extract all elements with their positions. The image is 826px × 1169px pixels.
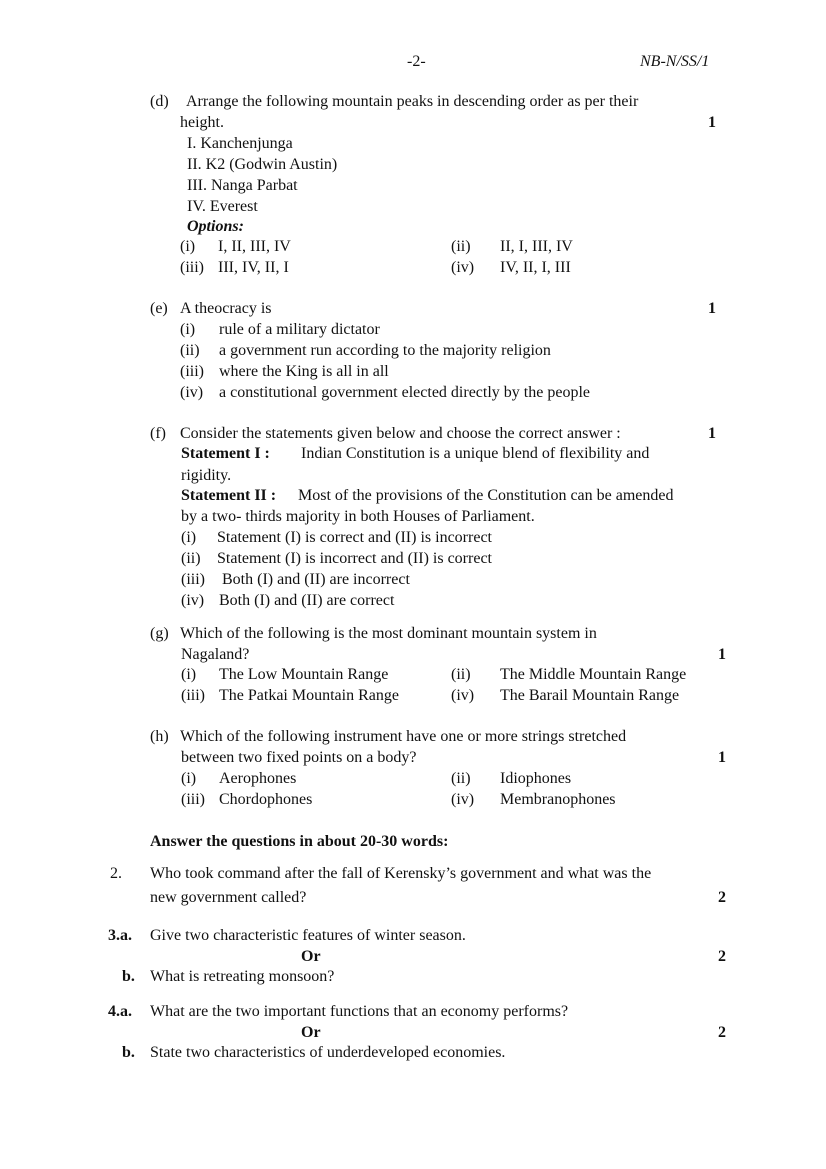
paper-code: NB-N/SS/1: [640, 53, 710, 70]
option-number: (iv): [451, 791, 475, 808]
option-text: I, II, III, IV: [218, 238, 291, 255]
option-number: (iv): [451, 259, 475, 276]
statement-text: Most of the provisions of the Constitution can be amended: [298, 487, 674, 504]
option-number: (i): [181, 529, 197, 546]
option-text: Statement (I) is incorrect and (II) is correct: [217, 550, 492, 567]
question-label: (g): [150, 625, 169, 642]
option-number: (i): [180, 321, 196, 338]
statement-text: by a two- thirds majority in both Houses of Parliament.: [181, 508, 535, 525]
question-text: Which of the following instrument have one or more strings stretched: [180, 728, 627, 745]
question-label: (e): [150, 300, 168, 317]
question-text: A theocracy is: [180, 300, 272, 317]
option-number: (iii): [181, 571, 205, 588]
question-number: 4.a.: [108, 1003, 132, 1020]
option-text: The Middle Mountain Range: [500, 666, 687, 683]
statement-label: Statement II :: [181, 487, 277, 504]
marks: 1: [718, 749, 726, 766]
option-number: (iii): [180, 259, 204, 276]
question-text: Give two characteristic features of winter season.: [150, 927, 466, 944]
option-number: (i): [181, 770, 197, 787]
question-text: What is retreating monsoon?: [150, 968, 335, 985]
marks: 2: [718, 889, 726, 906]
option-number: (iv): [451, 687, 475, 704]
question-text: Nagaland?: [181, 646, 250, 663]
question-number: b.: [122, 968, 135, 985]
option-number: (ii): [451, 238, 471, 255]
option-text: Aerophones: [219, 770, 297, 787]
option-text: II, I, III, IV: [500, 238, 573, 255]
question-text: What are the two important functions that an economy performs?: [150, 1003, 569, 1020]
option-number: (ii): [451, 770, 471, 787]
or-label: Or: [301, 948, 321, 965]
option-text: Membranophones: [500, 791, 616, 808]
statement-text: Indian Constitution is a unique blend of flexibility and: [301, 445, 650, 462]
question-text: Consider the statements given below and choose the correct answer :: [180, 425, 621, 442]
option-text: III, IV, II, I: [218, 259, 289, 276]
peak-item: I. Kanchenjunga: [187, 135, 293, 152]
option-text: The Patkai Mountain Range: [219, 687, 399, 704]
marks: 1: [708, 114, 716, 131]
or-label: Or: [301, 1024, 321, 1041]
option-number: (i): [180, 238, 196, 255]
option-text: rule of a military dictator: [219, 321, 380, 338]
question-text: height.: [180, 114, 224, 131]
option-text: Idiophones: [500, 770, 572, 787]
option-text: where the King is all in all: [219, 363, 389, 380]
option-number: (iii): [181, 687, 205, 704]
question-text: State two characteristics of underdeveloped economies.: [150, 1044, 506, 1061]
question-label: (h): [150, 728, 169, 745]
option-text: a constitutional government elected directly by the people: [219, 384, 590, 401]
options-heading: Options:: [187, 218, 244, 235]
question-text: new government called?: [150, 889, 307, 906]
question-number: 2.: [110, 865, 122, 882]
option-text: Both (I) and (II) are correct: [219, 592, 395, 609]
option-number: (ii): [181, 550, 201, 567]
option-text: The Low Mountain Range: [219, 666, 389, 683]
question-number: 3.a.: [108, 927, 132, 944]
option-number: (iv): [181, 592, 205, 609]
option-text: IV, II, I, III: [500, 259, 571, 276]
marks: 1: [718, 646, 726, 663]
marks: 1: [708, 300, 716, 317]
question-text: between two fixed points on a body?: [181, 749, 417, 766]
option-number: (iii): [180, 363, 204, 380]
option-text: Statement (I) is correct and (II) is incorrect: [217, 529, 492, 546]
question-text: Arrange the following mountain peaks in descending order as per their: [186, 93, 639, 110]
option-text: a government run according to the majority religion: [219, 342, 551, 359]
page-number: -2-: [407, 53, 426, 70]
question-number: b.: [122, 1044, 135, 1061]
marks: 1: [708, 425, 716, 442]
peak-item: II. K2 (Godwin Austin): [187, 156, 338, 173]
peak-item: III. Nanga Parbat: [187, 177, 298, 194]
question-text: Who took command after the fall of Kerensky’s government and what was the: [150, 865, 652, 882]
question-label: (d): [150, 93, 169, 110]
question-label: (f): [150, 425, 166, 442]
marks: 2: [718, 1024, 726, 1041]
statement-label: Statement I :: [181, 445, 270, 462]
option-number: (ii): [180, 342, 200, 359]
option-number: (iii): [181, 791, 205, 808]
peak-item: IV. Everest: [187, 198, 258, 215]
question-text: Which of the following is the most dominant mountain system in: [180, 625, 597, 642]
option-number: (ii): [451, 666, 471, 683]
option-text: The Barail Mountain Range: [500, 687, 680, 704]
option-text: Both (I) and (II) are incorrect: [222, 571, 410, 588]
statement-text: rigidity.: [181, 467, 232, 484]
marks: 2: [718, 948, 726, 965]
option-text: Chordophones: [219, 791, 313, 808]
option-number: (iv): [180, 384, 204, 401]
option-number: (i): [181, 666, 197, 683]
section-heading: Answer the questions in about 20-30 words:: [150, 833, 449, 850]
